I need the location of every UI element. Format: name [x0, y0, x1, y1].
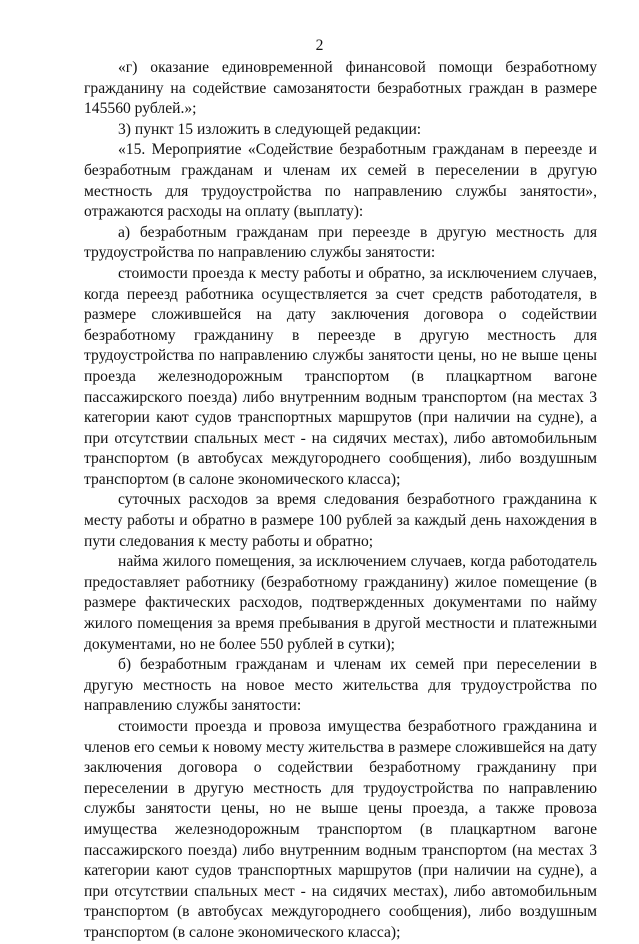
- page-number: 2: [315, 37, 324, 54]
- paragraph-subitem-b: б) безработным гражданам и членам их семей при переселении в другую местность на новое место жительства для трудоустройства по направлению службы занятости:: [84, 656, 597, 715]
- paragraph-relocation-cost: стоимости проезда и провоза имущества безработного гражданина и членов его семьи к новому месту жительства в размере сложившейся на дату заключения договора о содействии безработному гражданину при переселении в другую местность для трудоустройства по направлению службы занятости цены, но не выше цены проезда, а также провоза имущества железнодорожным транспортом (в плацкартном вагоне пассажирского поезда) либо внутренним водным транспортом (на местах 3 категории кают судов транспортных маршрутов (при наличии на судне), а при отсутствии спальных мест - на сидячих местах), либо автомобильным транспортом (в автобусах междугороднего сообщения), либо воздушным транспортом (в салоне экономического класса);: [84, 718, 597, 941]
- document-body: [84, 58, 597, 944]
- paragraph-daily-allowance: суточных расходов за время следования безработного гражданина к месту работы и обратно в размере 100 рублей за каждый день нахождения в пути следования к месту работы и обратно;: [84, 491, 597, 550]
- paragraph-subitem-a: а) безработным гражданам при переезде в другую местность для трудоустройства по направлению службы занятости:: [84, 223, 597, 262]
- paragraph-housing-rent: найма жилого помещения, за исключением случаев, когда работодатель предоставляет работнику (безработному гражданину) жилое помещение (в размере фактических расходов, подтвержденных документами по найму жилого помещения за время пребывания в другой местности и платежными документами, но не более 550 рублей в сутки);: [84, 553, 597, 653]
- paragraph-item-3-intro: 3) пункт 15 изложить в следующей редакции:: [118, 120, 422, 138]
- paragraph-item-15-heading: «15. Мероприятие «Содействие безработным гражданам в переезде и безработным гражданам и членам их семей в переселении в другую местность для трудоустройства по направлению службы занятости», отражаются расходы на оплату (выплату):: [84, 141, 597, 221]
- paragraph-travel-cost: стоимости проезда к месту работы и обратно, за исключением случаев, когда переезд работника осуществляется за счет средств работодателя, в размере сложившейся на дату заключения договора о содействии безработному гражданину в переезде в другую местность для трудоустройства по направлению службы занятости цены, но не выше цены проезда железнодорожным транспортом (в плацкартном вагоне пассажирского поезда) либо внутренним водным транспортом (на местах 3 категории кают судов транспортных маршрутов (при наличии на судне), а при отсутствии спальных мест - на сидячих местах), либо автомобильным транспортом (в автобусах междугороднего сообщения), либо воздушным транспортом (в салоне экономического класса);: [84, 264, 597, 488]
- paragraph-subitem-g: «г) оказание единовременной финансовой помощи безработному гражданину на содействие самозанятости безработных граждан в размере 145560 рублей.»;: [84, 59, 597, 118]
